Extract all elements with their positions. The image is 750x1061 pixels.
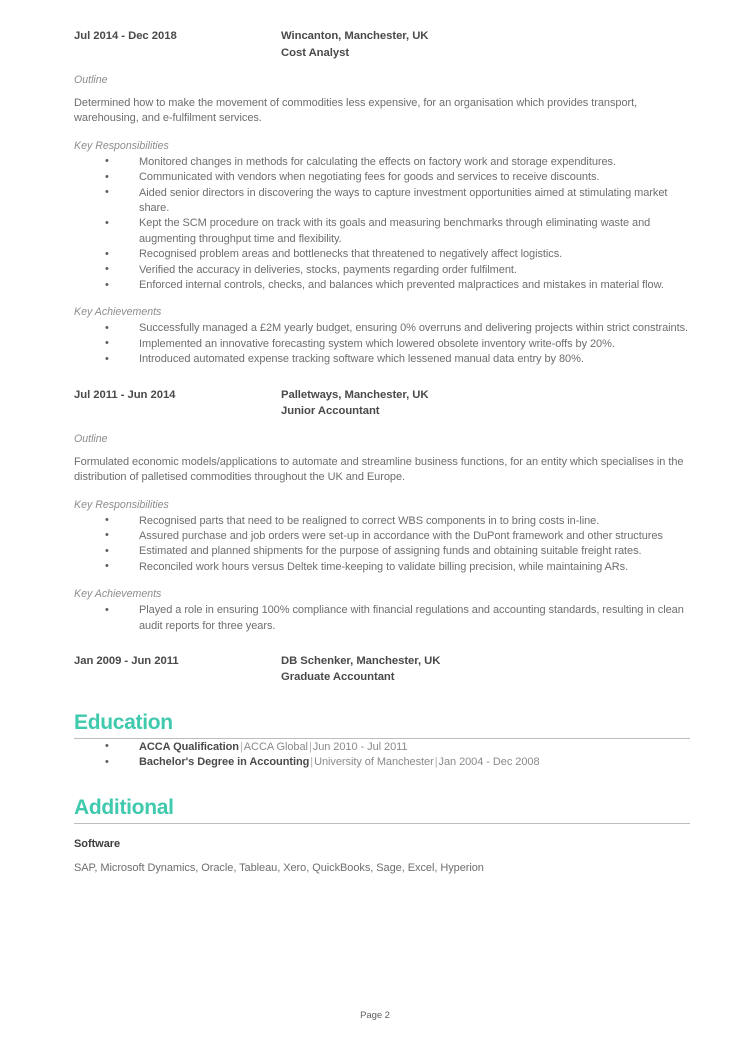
list-item: • Recognised problem areas and bottlenecks that threatened to negatively affect logistics.	[74, 247, 690, 262]
job-dates: Jul 2011 - Jun 2014	[74, 388, 176, 401]
outline-text: Formulated economic models/applications to automate and streamline business functions, for an entity which specialises in the distribution of palletised commodities throughout the UK and Europe.	[74, 455, 684, 484]
section-heading-additional: Additional	[74, 795, 174, 819]
outline-label: Outline	[74, 432, 108, 445]
outline-label: Outline	[74, 74, 108, 86]
education-degree: ACCA Qualification	[139, 740, 239, 753]
job-dates: Jan 2009 - Jun 2011	[74, 654, 179, 667]
education-separator: |	[434, 756, 438, 769]
job-dates: Jul 2014 - Dec 2018	[74, 30, 177, 42]
outline-text: Determined how to make the movement of commodities less expensive, for an organisation which provides transport, warehousing, and e-fulfilment services.	[74, 97, 638, 125]
job-org-block	[281, 387, 690, 420]
list-item: • Played a role in ensuring 100% compliance with financial regulations and accounting standards, resulting in clean audit reports for three years.	[74, 603, 690, 634]
achievements-list	[74, 603, 690, 634]
list-item: • Estimated and planned shipments for the purpose of assigning funds and obtaining suitable freight rates.	[74, 544, 690, 559]
education-separator: |	[310, 756, 314, 769]
section-divider	[74, 823, 690, 824]
list-item: • Introduced automated expense tracking software which lessened manual data entry by 80%.	[74, 352, 690, 367]
job-org-block	[281, 28, 690, 61]
responsibilities-label: Key Responsibilities	[74, 139, 169, 152]
job-title: Cost Analyst	[281, 46, 350, 59]
job-title: Junior Accountant	[281, 405, 380, 418]
achievements-label: Key Achievements	[74, 306, 162, 319]
list-item: • Implemented an innovative forecasting system which lowered obsolete inventory write-offs by 20%.	[74, 337, 690, 352]
list-item: • Assured purchase and job orders were set-up in accordance with the DuPont framework and other structures	[74, 529, 690, 544]
list-item: • Aided senior directors in discovering the ways to capture investment opportunities aimed at stimulating market share.	[74, 186, 690, 217]
list-item: • Kept the SCM procedure on track with its goals and measuring benchmarks through eliminating waste and augmenting throughput time and flexibility.	[74, 216, 690, 247]
list-item: • Successfully managed a £2M yearly budget, ensuring 0% overruns and delivering projects within strict constraints.	[74, 321, 690, 336]
education-degree: Bachelor's Degree in Accounting	[139, 756, 310, 769]
job-header	[74, 28, 690, 61]
education-list	[74, 740, 690, 771]
list-item: • Verified the accuracy in deliveries, stocks, payments regarding order fulfilment.	[74, 263, 690, 278]
list-item: • Monitored changes in methods for calculating the effects on factory work and storage expenditures.	[74, 155, 690, 170]
responsibilities-list	[74, 155, 690, 294]
achievements-label: Key Achievements	[74, 588, 162, 601]
list-item	[74, 755, 690, 770]
spacer	[74, 368, 690, 387]
education-dates: Jun 2010 - Jul 2011	[312, 740, 408, 753]
section-divider	[74, 738, 690, 739]
list-item: • Communicated with vendors when negotiating fees for goods and services to receive discounts.	[74, 170, 690, 185]
experience-entry-2	[74, 387, 690, 634]
job-header	[74, 653, 690, 686]
spacer	[74, 634, 690, 653]
list-item: • Reconciled work hours versus Deltek time-keeping to validate billing precision, while maintaining ARs.	[74, 560, 690, 575]
responsibilities-list	[74, 514, 690, 576]
education-section	[74, 710, 690, 771]
education-dates: Jan 2004 - Dec 2008	[438, 756, 540, 769]
education-institution: ACCA Global	[243, 740, 308, 753]
list-item: • Recognised parts that need to be realigned to correct WBS components in to bring costs in-line.	[74, 514, 690, 529]
job-header	[74, 387, 690, 420]
software-label: Software	[74, 837, 121, 850]
software-list: SAP, Microsoft Dynamics, Oracle, Tableau, Xero, QuickBooks, Sage, Excel, Hyperion	[74, 861, 484, 874]
education-institution: University of Manchester	[314, 756, 434, 769]
list-item: • Enforced internal controls, checks, and balances which prevented malpractices and mistakes in material flow.	[74, 278, 690, 293]
list-item	[74, 740, 690, 755]
responsibilities-label: Key Responsibilities	[74, 498, 169, 511]
job-company: Palletways, Manchester, UK	[281, 388, 429, 401]
job-company: Wincanton, Manchester, UK	[281, 30, 429, 42]
section-heading-education: Education	[74, 710, 173, 734]
job-title: Graduate Accountant	[281, 671, 395, 684]
page-footer: Page 2	[360, 1010, 390, 1021]
job-org-block	[281, 653, 690, 686]
education-separator: |	[308, 740, 312, 753]
experience-entry-3	[74, 653, 690, 686]
experience-entry-1	[74, 28, 690, 368]
education-separator: |	[239, 740, 243, 753]
job-company: DB Schenker, Manchester, UK	[281, 654, 441, 667]
achievements-list	[74, 321, 690, 367]
additional-section	[74, 795, 690, 876]
